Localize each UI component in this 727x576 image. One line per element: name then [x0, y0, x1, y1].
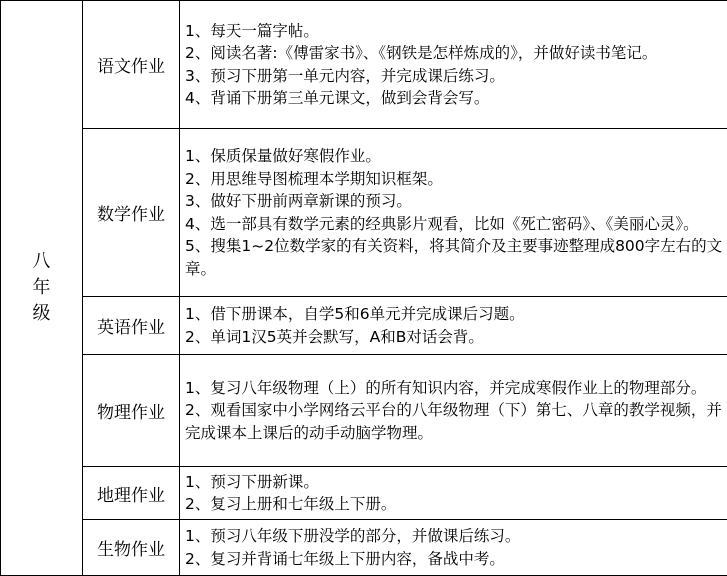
list-item: 2、阅读名著:《傅雷家书》、《钢铁是怎样炼成的》，并做好读书笔记。 [185, 44, 658, 62]
list-item: 1、复习八年级物理（上）的所有知识内容，并完成寒假作业上的物理部分。 [185, 378, 707, 397]
subject-cell: 语文作业 [83, 1, 180, 129]
table-row [1, 520, 727, 576]
subject-cell: 数学作业 [83, 129, 180, 297]
list-item: 4、背诵下册第三单元课文，做到会背会写。 [185, 89, 490, 107]
list-item: 1、预习八年级下册没学的部分，并做课后练习。 [185, 527, 521, 545]
subject-cell: 物理作业 [83, 355, 180, 467]
table-row [1, 467, 727, 520]
subject-cell: 生物作业 [83, 520, 180, 576]
content-cell [180, 297, 727, 355]
grade-char: 八 [32, 251, 51, 272]
list-item: 1、保质保量做好寒假作业。 [185, 147, 381, 165]
list-item: 1、借下册课本，自学5和6单元并完成课后习题。 [185, 305, 525, 323]
grade-cell [1, 1, 83, 576]
table-row [1, 355, 727, 467]
grade-char: 年 [32, 277, 51, 298]
content-cell [180, 1, 727, 129]
list-item: 2、观看国家中小学网络云平台的八年级物理（下）第七、八章的教学视频，并完成课本上课后的动手动脑学物理。 [185, 401, 722, 442]
table-row [1, 129, 727, 297]
list-item: 3、预习下册第一单元内容，并完成课后练习。 [185, 66, 505, 85]
subject-cell: 地理作业 [83, 467, 180, 520]
list-item: 2、单词1汉5英并会默写，A和B对话会背。 [185, 327, 484, 346]
list-item: 2、用思维导图梳理本学期知识框架。 [185, 169, 443, 188]
list-item: 1、每天一篇字帖。 [185, 21, 319, 40]
subject-cell: 英语作业 [83, 297, 180, 355]
list-item: 1、预习下册新课。 [185, 472, 319, 491]
content-cell [180, 129, 727, 297]
table-row [1, 297, 727, 355]
content-cell [180, 467, 727, 520]
list-item: 2、复习上册和七年级上下册。 [185, 495, 397, 513]
content-cell [180, 520, 727, 576]
list-item: 3、做好下册前两章新课的预习。 [185, 192, 412, 210]
list-item: 5、搜集1~2位数学家的有关资料，将其简介及主要事迹整理成800字左右的文章。 [185, 237, 723, 278]
list-item: 2、复习并背诵七年级上下册内容，备战中考。 [185, 549, 505, 568]
table-row [1, 1, 727, 129]
list-item: 4、选一部具有数学元素的经典影片观看，比如《死亡密码》、《美丽心灵》。 [185, 214, 699, 233]
content-cell [180, 355, 727, 467]
grade-char: 级 [32, 303, 51, 324]
